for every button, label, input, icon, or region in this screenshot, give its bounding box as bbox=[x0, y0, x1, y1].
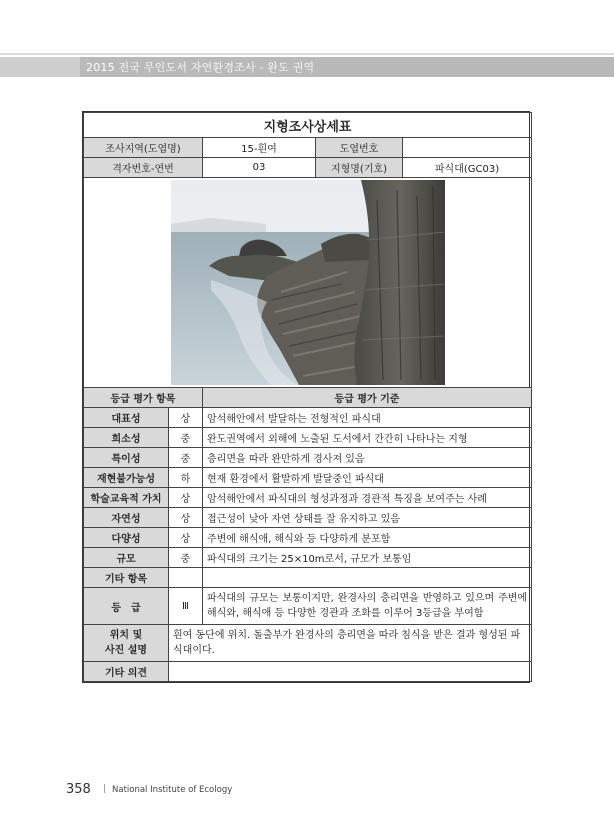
grade-description: 파식대의 규모는 보통이지만, 완경사의 층리면을 반영하고 있으며 주변에 해식와, 해식애 등 다양한 경관과 조화를 이루어 3등급을 부여함 bbox=[203, 588, 532, 625]
other-items-label: 기타 항목 bbox=[84, 568, 169, 588]
sheet-title: 지형조사상세표 bbox=[84, 113, 532, 138]
eval-item-criteria: 암석해안에서 발달하는 전형적인 파식대 bbox=[203, 408, 532, 428]
footer-separator: | bbox=[103, 784, 107, 794]
location-label-line2: 사진 설명 bbox=[104, 645, 148, 656]
map-number-value bbox=[403, 138, 532, 158]
location-row bbox=[84, 625, 532, 662]
eval-item-criteria: 파식대의 크기는 25×10m로서, 규모가 보통임 bbox=[203, 548, 532, 568]
eval-item-grade: 상 bbox=[169, 408, 203, 428]
eval-item-name: 특이성 bbox=[84, 448, 169, 468]
eval-row bbox=[84, 528, 532, 548]
landform-photo bbox=[171, 180, 445, 385]
eval-row bbox=[84, 448, 532, 468]
footer-organization: National Institute of Ecology bbox=[112, 785, 233, 795]
eval-item-grade: 상 bbox=[169, 528, 203, 548]
eval-row bbox=[84, 408, 532, 428]
remarks-row bbox=[84, 662, 532, 682]
survey-table bbox=[83, 112, 532, 682]
survey-sheet bbox=[82, 111, 530, 683]
eval-item-name: 학술교육적 가치 bbox=[84, 488, 169, 508]
eval-item-name: 다양성 bbox=[84, 528, 169, 548]
eval-item-name: 재현불가능성 bbox=[84, 468, 169, 488]
running-header: 2015 전국 무인도서 자연환경조사 - 완도 권역 bbox=[86, 61, 315, 74]
eval-item-grade: 중 bbox=[169, 548, 203, 568]
location-label bbox=[84, 625, 169, 662]
other-items-criteria bbox=[203, 568, 532, 588]
header-band-left bbox=[0, 57, 80, 77]
eval-item-criteria: 층리면을 따라 완만하게 경사져 있음 bbox=[203, 448, 532, 468]
eval-criteria-header: 등급 평가 기준 bbox=[203, 388, 532, 408]
grid-number-label: 격자번호-연번 bbox=[84, 158, 203, 178]
other-items-grade bbox=[169, 568, 203, 588]
eval-item-name: 희소성 bbox=[84, 428, 169, 448]
grid-number-value: 03 bbox=[203, 158, 316, 178]
eval-item-header: 등급 평가 항목 bbox=[84, 388, 203, 408]
eval-item-name: 규모 bbox=[84, 548, 169, 568]
eval-item-grade: 상 bbox=[169, 508, 203, 528]
remarks-label: 기타 의견 bbox=[84, 662, 169, 682]
eval-item-grade: 중 bbox=[169, 448, 203, 468]
grade-label: 등 급 bbox=[84, 588, 169, 625]
photo-cell bbox=[84, 178, 532, 388]
eval-item-criteria: 접근성이 낮아 자연 상태를 잘 유지하고 있음 bbox=[203, 508, 532, 528]
eval-item-grade: 하 bbox=[169, 468, 203, 488]
eval-item-criteria: 암석해안에서 파식대의 형성과정과 경관적 특징을 보여주는 사례 bbox=[203, 488, 532, 508]
survey-area-value: 15-흰여 bbox=[203, 138, 316, 158]
eval-row bbox=[84, 488, 532, 508]
location-description: 흰여 동단에 위치. 돌출부가 완경사의 층리면을 따라 침식을 받은 결과 형성된 파식대이다. bbox=[169, 625, 532, 662]
page-number: 358 bbox=[66, 782, 91, 797]
eval-item-criteria: 주변에 해식애, 해식와 등 다양하게 분포함 bbox=[203, 528, 532, 548]
eval-row bbox=[84, 428, 532, 448]
top-rule bbox=[0, 53, 614, 55]
eval-row bbox=[84, 468, 532, 488]
eval-item-name: 자연성 bbox=[84, 508, 169, 528]
landform-name-value: 파식대(GC03) bbox=[403, 158, 532, 178]
grade-row bbox=[84, 588, 532, 625]
eval-row bbox=[84, 508, 532, 528]
location-label-line1: 위치 및 bbox=[109, 630, 143, 641]
eval-item-grade: 중 bbox=[169, 428, 203, 448]
eval-item-name: 대표성 bbox=[84, 408, 169, 428]
eval-row bbox=[84, 548, 532, 568]
grade-value: Ⅲ bbox=[169, 588, 203, 625]
eval-item-criteria: 현재 환경에서 활발하게 발달중인 파식대 bbox=[203, 468, 532, 488]
eval-item-criteria: 완도권역에서 외해에 노출된 도서에서 간간히 나타나는 지형 bbox=[203, 428, 532, 448]
remarks-value bbox=[169, 662, 532, 682]
map-number-label: 도엽번호 bbox=[316, 138, 403, 158]
eval-row-other bbox=[84, 568, 532, 588]
landform-name-label: 지형명(기호) bbox=[316, 158, 403, 178]
eval-item-grade: 상 bbox=[169, 488, 203, 508]
survey-area-label: 조사지역(도엽명) bbox=[84, 138, 203, 158]
